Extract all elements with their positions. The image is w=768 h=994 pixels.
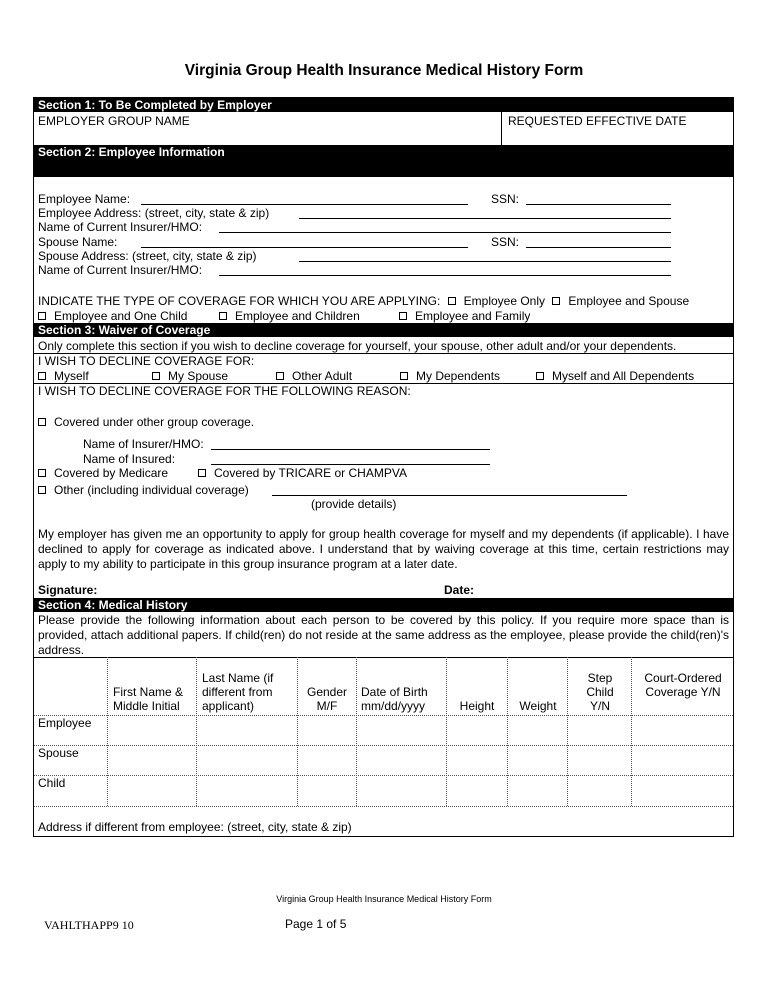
checkbox-icon[interactable] [38,469,46,477]
covered-medicare[interactable]: Covered by Medicare [38,466,168,480]
table-column-divider [297,657,298,806]
spouse-name-label: Spouse Name: [38,235,118,249]
table-row-divider [34,745,733,746]
checkbox-icon[interactable] [198,469,206,477]
spouse-name-field[interactable] [141,247,468,248]
decline-my-spouse[interactable]: My Spouse [152,369,228,383]
decline-other-adult[interactable]: Other Adult [276,369,352,383]
decline-myself[interactable]: Myself [38,369,89,383]
covered-other-individual[interactable]: Other (including individual coverage) [38,483,249,497]
date-field[interactable] [480,581,720,597]
table-row-spouse: Spouse [38,746,79,760]
page-number: Page 1 of 5 [285,917,347,931]
employee-ssn-field[interactable] [526,204,671,205]
insurer-name-field[interactable] [211,449,490,450]
spouse-address-label: Spouse Address: (street, city, state & zip) [38,249,257,263]
spouse-address-field[interactable] [299,261,671,262]
provide-details-label: (provide details) [311,497,397,511]
table-row-employee: Employee [38,716,92,730]
checkbox-icon[interactable] [152,372,160,380]
checkbox-icon[interactable] [276,372,284,380]
signature-label: Signature: [38,583,98,597]
table-row-divider [34,806,733,807]
spouse-ssn-label: SSN: [491,235,520,249]
column-header: Gender M/F [306,685,348,713]
table-row-divider [34,775,733,776]
waiver-instruction: Only complete this section if you wish to decline coverage for yourself, your spouse, other adult and/or your dependents. [38,339,677,353]
coverage-employee-children[interactable]: Employee and Children [219,309,360,323]
footer-form-title: Virginia Group Health Insurance Medical History Form [276,894,492,904]
section1-divider [501,112,502,145]
date-label: Date: [444,583,475,597]
table-row-child: Child [38,776,66,790]
signature-field[interactable] [104,581,434,597]
employee-address-field[interactable] [299,218,671,219]
table-row-divider [34,715,733,716]
spouse-insurer-label: Name of Current Insurer/HMO: [38,263,203,277]
insured-name-field[interactable] [211,464,490,465]
section2-header: Section 2: Employee Information [34,145,733,177]
coverage-employee-spouse[interactable]: Employee and Spouse [552,294,689,308]
other-details-field[interactable] [272,495,627,496]
checkbox-icon[interactable] [552,297,560,305]
section3-header: Section 3: Waiver of Coverage [34,323,733,337]
checkbox-icon[interactable] [400,372,408,380]
section4-header: Section 4: Medical History [34,598,733,612]
covered-other-group[interactable]: Covered under other group coverage. [38,415,254,429]
address-note: Address if different from employee: (street, city, state & zip) [38,820,352,834]
checkbox-icon[interactable] [219,312,227,320]
coverage-employee-family[interactable]: Employee and Family [399,309,530,323]
requested-effective-date-label: REQUESTED EFFECTIVE DATE [508,114,687,128]
checkbox-icon[interactable] [448,297,456,305]
spouse-insurer-field[interactable] [219,275,671,276]
decline-reason-label: I WISH TO DECLINE COVERAGE FOR THE FOLLOWING REASON: [38,384,411,398]
ssn-label: SSN: [491,192,520,206]
employee-name-label: Employee Name: [38,192,131,206]
column-header: First Name & Middle Initial [113,685,184,713]
employer-group-name-field[interactable] [38,128,498,144]
insurer-name-label: Name of Insurer/HMO: [83,437,204,451]
page-title: Virginia Group Health Insurance Medical History Form [184,62,584,79]
insured-name-label: Name of Insured: [83,452,176,466]
coverage-employee-one-child[interactable]: Employee and One Child [38,309,187,323]
checkbox-icon[interactable] [38,486,46,494]
waiver-statement: My employer has given me an opportunity to apply for group health coverage for myself and my dependents (if applicable). I have declined to apply for coverage as indicated above. I understand that by waiving coverage at this time, certain restrictions may apply to my ability to participate in this group insurance program at a later date. [38,527,729,571]
column-header: Weight [519,699,557,713]
checkbox-icon[interactable] [536,372,544,380]
checkbox-icon[interactable] [399,312,407,320]
column-header: Height [459,699,495,713]
column-header: Date of Birth mm/dd/yyyy [361,685,428,713]
requested-effective-date-field[interactable] [506,128,731,144]
covered-tricare[interactable]: Covered by TRICARE or CHAMPVA [198,466,407,480]
employee-name-field[interactable] [141,204,468,205]
spouse-ssn-field[interactable] [526,247,671,248]
decline-myself-all-dependents[interactable]: Myself and All Dependents [536,369,694,383]
decline-my-dependents[interactable]: My Dependents [400,369,500,383]
footer-form-code: VAHLTHAPP9 10 [44,918,134,932]
table-column-divider [567,657,568,806]
employer-group-name-label: EMPLOYER GROUP NAME [38,114,190,128]
column-header: Court-Ordered Coverage Y/N [644,671,722,699]
employee-address-label: Employee Address: (street, city, state & zip) [38,206,270,220]
table-column-divider [446,657,447,806]
table-column-divider [196,657,197,806]
checkbox-icon[interactable] [38,418,46,426]
decline-for-label: I WISH TO DECLINE COVERAGE FOR: [38,354,255,368]
coverage-employee-only[interactable]: Employee Only [448,294,545,308]
section1-header: Section 1: To Be Completed by Employer [34,98,733,112]
table-column-divider [356,657,357,806]
coverage-type-prompt: INDICATE THE TYPE OF COVERAGE FOR WHICH YOU ARE APPLYING: Employee Only Employee and Spouse [38,294,690,308]
column-header: Last Name (if different from applicant) [202,671,274,713]
medical-history-instruction: Please provide the following information about each person to be covered by this policy. If you require more space than is provided, attach additional papers. If child(ren) do not reside at the same address as the employee, please provide the child(ren)'s address. [38,613,729,657]
current-insurer-field[interactable] [219,232,671,233]
divider [34,657,733,658]
medical-history-form [33,97,734,837]
current-insurer-label: Name of Current Insurer/HMO: [38,220,203,234]
table-column-divider [107,657,108,806]
checkbox-icon[interactable] [38,312,46,320]
checkbox-icon[interactable] [38,372,46,380]
table-column-divider [631,657,632,806]
table-column-divider [507,657,508,806]
column-header: Step Child Y/N [586,671,614,713]
